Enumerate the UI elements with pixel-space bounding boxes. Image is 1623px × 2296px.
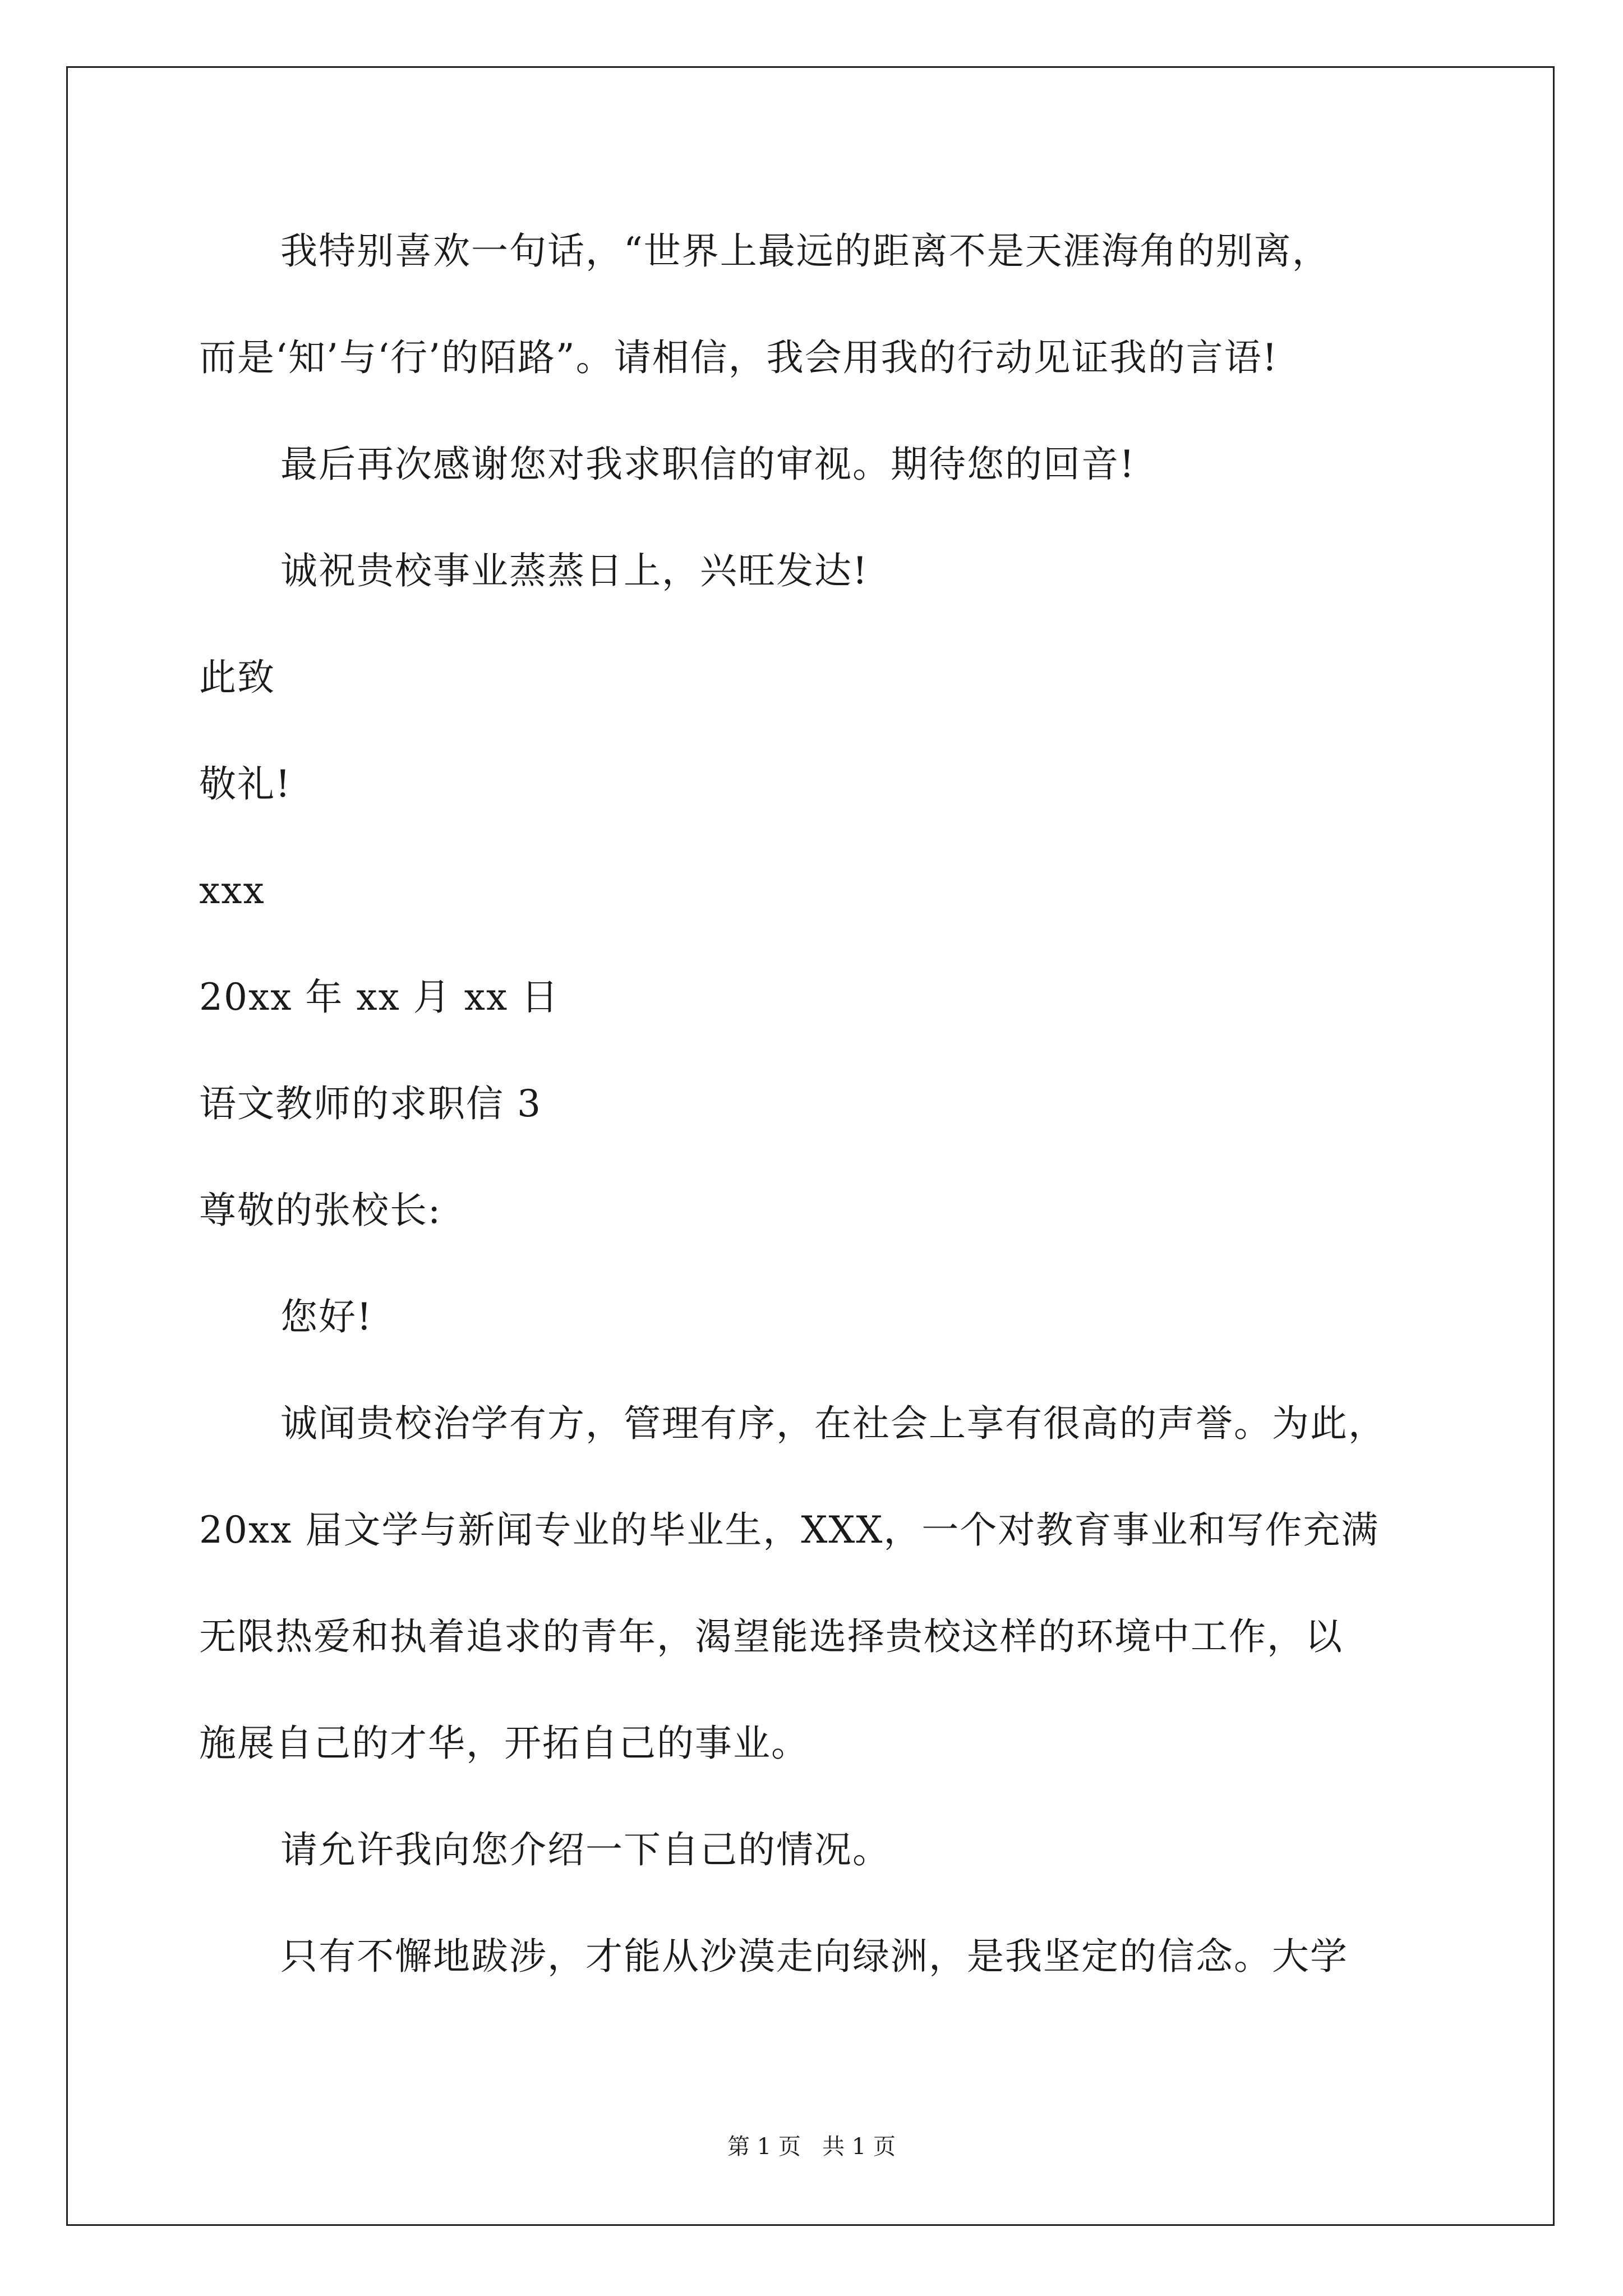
paragraph-line-1: 我特别喜欢一句话，“世界上最远的距离不是天涯海角的别离， [280, 229, 1330, 273]
salutation: 尊敬的张校长: [199, 1189, 442, 1232]
signature-date: 20xx 年 xx 月 xx 日 [199, 976, 560, 1019]
page-border [66, 66, 1555, 2226]
section-title: 语文教师的求职信 3 [199, 1082, 542, 1125]
signature-name: xxx [199, 869, 265, 912]
paragraph-line-6: 20xx 届文学与新闻专业的毕业生，XXX，一个对教育事业和写作充满 [199, 1508, 1380, 1552]
page-footer: 第 1 页 共 1 页 [727, 2134, 896, 2160]
closing-line-1: 此致 [199, 656, 275, 699]
paragraph-line-4: 诚祝贵校事业蒸蒸日上，兴旺发达! [280, 549, 869, 592]
paragraph-line-3: 最后再次感谢您对我求职信的审视。期待您的回音! [280, 443, 1136, 486]
greeting: 您好! [280, 1295, 373, 1338]
closing-line-2: 敬礼! [199, 762, 292, 806]
paragraph-line-10: 只有不懈地跋涉，才能从沙漠走向绿洲，是我坚定的信念。大学 [280, 1935, 1348, 1978]
paragraph-line-2: 而是‘知’与‘行’的陌路”。请相信，我会用我的行动见证我的言语! [199, 336, 1279, 379]
paragraph-line-8: 施展自己的才华，开拓自己的事业。 [199, 1722, 809, 1765]
paragraph-line-7: 无限热爱和执着追求的青年，渴望能选择贵校这样的环境中工作，以 [199, 1615, 1343, 1658]
paragraph-line-9: 请允许我向您介绍一下自己的情况。 [280, 1828, 891, 1871]
paragraph-line-5: 诚闻贵校治学有方，管理有序，在社会上享有很高的声誉。为此， [280, 1402, 1386, 1445]
